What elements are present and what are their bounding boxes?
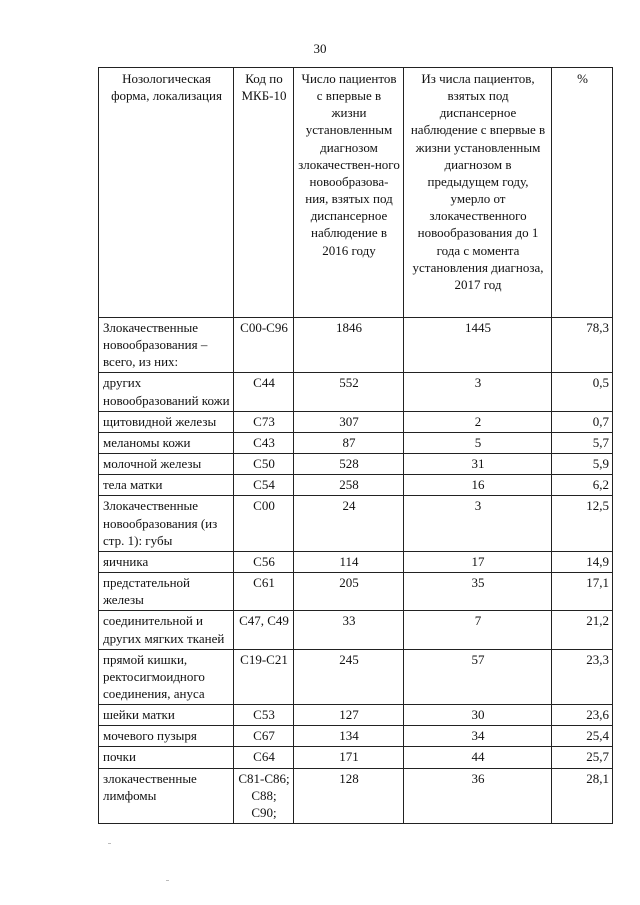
cell-code: С67 [234,726,294,747]
table-row [99,726,613,747]
cell-code: С43 [234,432,294,453]
cell-died: 1445 [404,318,552,373]
cell-percent: 17,1 [552,573,613,611]
cell-patients: 245 [294,649,404,704]
table-row [99,705,613,726]
cell-died: 5 [404,432,552,453]
cell-percent: 5,7 [552,432,613,453]
cell-percent: 6,2 [552,475,613,496]
cell-percent: 14,9 [552,551,613,572]
scan-artifact [108,843,111,844]
cell-patients: 24 [294,496,404,551]
table-row [99,768,613,823]
cell-form: Злокачественные новообразования (из стр. 1): губы [99,496,234,551]
statistics-table [98,67,613,824]
cell-patients: 1846 [294,318,404,373]
header-icd-code: Код по МКБ-10 [234,68,294,318]
cell-patients: 307 [294,411,404,432]
cell-code: С50 [234,454,294,475]
cell-percent: 78,3 [552,318,613,373]
page-number: 30 [313,41,327,56]
table-row [99,573,613,611]
cell-form: прямой кишки, ректосигмоидного соединения, ануса [99,649,234,704]
cell-died: 7 [404,611,552,649]
cell-percent: 25,7 [552,747,613,768]
table-row [99,373,613,411]
cell-form: яичника [99,551,234,572]
cell-died: 31 [404,454,552,475]
table-row [99,551,613,572]
table-body [99,318,613,824]
cell-patients: 127 [294,705,404,726]
cell-form: меланомы кожи [99,432,234,453]
cell-percent: 23,3 [552,649,613,704]
cell-died: 2 [404,411,552,432]
cell-percent: 23,6 [552,705,613,726]
cell-patients: 205 [294,573,404,611]
cell-code: С81-С86; С88; С90; [234,768,294,823]
cell-code: С64 [234,747,294,768]
cell-died: 57 [404,649,552,704]
cell-code: С44 [234,373,294,411]
cell-died: 36 [404,768,552,823]
table-row [99,475,613,496]
cell-form: Злокачественные новообразования – всего, из них: [99,318,234,373]
cell-form: соединительной и других мягких тканей [99,611,234,649]
cell-died: 3 [404,496,552,551]
cell-code: С47, С49 [234,611,294,649]
cell-code: С54 [234,475,294,496]
cell-died: 35 [404,573,552,611]
header-nosological-form: Нозологическая форма, локализация [99,68,234,318]
cell-patients: 134 [294,726,404,747]
cell-died: 30 [404,705,552,726]
cell-form: мочевого пузыря [99,726,234,747]
cell-percent: 5,9 [552,454,613,475]
table-header-row [99,68,613,318]
table-row [99,318,613,373]
cell-patients: 528 [294,454,404,475]
cell-patients: 171 [294,747,404,768]
cell-died: 17 [404,551,552,572]
header-percent: % [552,68,613,318]
cell-form: щитовидной железы [99,411,234,432]
cell-code: С00 [234,496,294,551]
cell-code: С53 [234,705,294,726]
table-row [99,611,613,649]
cell-code: С73 [234,411,294,432]
scan-artifact [166,880,169,881]
cell-code: С56 [234,551,294,572]
cell-code: С00-С96 [234,318,294,373]
cell-form: тела матки [99,475,234,496]
cell-form: других новообразований кожи [99,373,234,411]
cell-form: предстательной железы [99,573,234,611]
cell-died: 16 [404,475,552,496]
cell-percent: 12,5 [552,496,613,551]
cell-patients: 33 [294,611,404,649]
cell-patients: 552 [294,373,404,411]
header-patients-2016: Число пациентов с впервые в жизни установленным диагнозом злокачествен-ного новообразова-ния, взятых под диспансерное наблюдение в 2016 году [294,68,404,318]
cell-form: почки [99,747,234,768]
cell-form: шейки матки [99,705,234,726]
cell-percent: 28,1 [552,768,613,823]
cell-patients: 258 [294,475,404,496]
cell-patients: 114 [294,551,404,572]
cell-percent: 0,5 [552,373,613,411]
cell-patients: 128 [294,768,404,823]
cell-percent: 0,7 [552,411,613,432]
header-died-2017: Из числа пациентов, взятых под диспансерное наблюдение с впервые в жизни установленным диагнозом в предыдущем году, умерло от злокачественного новообразования до 1 года с момента установления диагноза, 2017 год [404,68,552,318]
cell-percent: 25,4 [552,726,613,747]
table-row [99,454,613,475]
table-row [99,649,613,704]
cell-died: 3 [404,373,552,411]
cell-percent: 21,2 [552,611,613,649]
cell-code: С61 [234,573,294,611]
table-row [99,496,613,551]
cell-code: С19-С21 [234,649,294,704]
cell-died: 44 [404,747,552,768]
cell-form: злокачественные лимфомы [99,768,234,823]
cell-patients: 87 [294,432,404,453]
table-row [99,747,613,768]
table-row [99,411,613,432]
cell-died: 34 [404,726,552,747]
table-row [99,432,613,453]
cell-form: молочной железы [99,454,234,475]
